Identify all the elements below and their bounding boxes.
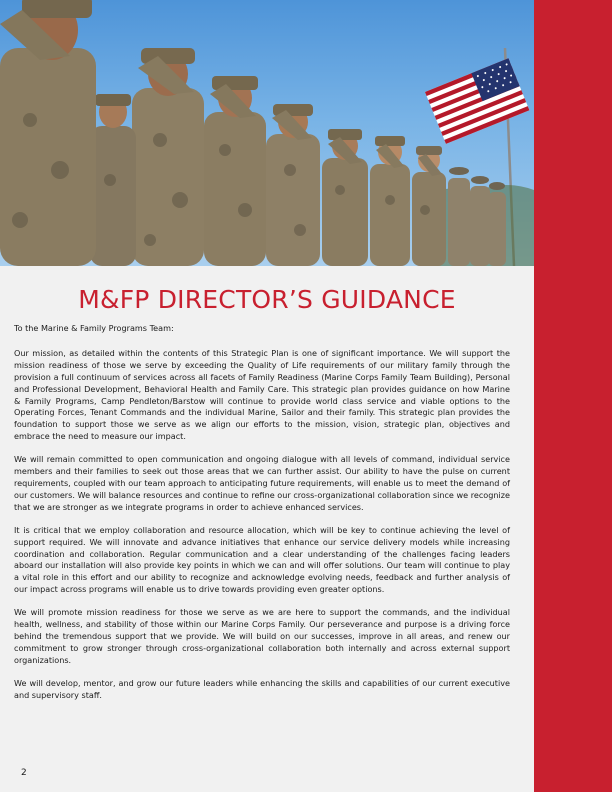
guidance-letter [14,323,510,712]
paragraph-readiness: We will promote mission readiness for those we serve as we are here to support the commands, and the individual health, wellness, and stability of those within our Marine Corps Family. Our perseverance and purpose is a driving force behind the tremendous support that we provide. We will build on our successes, improve in all areas, and renew our commitment to grow stronger through cross-organizational collaboration both internally and across external support organizations. [14,607,510,665]
paragraph-communication: We will remain committed to open communication and ongoing dialogue with all levels of command, individual service members and their families to seek out those areas that we can further assist. Our ability to have the pulse on current requirements, coupled with our team approach to anticipating future requirements, will enable us to meet the demand of our customers. We will balance resources and continue to refine our cross-organizational collaboration since we recognize that we are stronger as we integrate programs in order to achieve enhanced services. [14,454,510,512]
marine [132,48,204,266]
page-title: M&FP DIRECTOR’S GUIDANCE [78,285,456,314]
marine [204,76,266,266]
marine [412,146,446,266]
marine [266,104,320,266]
paragraph-mission: Our mission, as detailed within the contents of this Strategic Plan is one of significant importance. We will support the mission readiness of those we serve by exceeding the Quality of Life requirements of our military family through the provision a full continuum of services across all facets of Family Readiness (Marine Corps Family Team Building), Personal and Professional Development, Behavioral Health and Family Care. This strategic plan provides guidance on how Marine & Family Programs, Camp Pendleton/Barstow will continue to provide world class service and viable options to the Operating Forces, Tenant Commands and the individual Marine, Sailor and their family. This strategic plan provides the foundation to support those we serve as we align our efforts to the mission, vision, strategic plan, objectives and embrace the need to measure our impact. [14,347,510,442]
page-number: 2 [21,768,27,778]
marines-ranks [0,0,506,266]
header-photo-saluting-marines [0,0,534,266]
marine [0,0,96,266]
paragraph-leadership: We will develop, mentor, and grow our future leaders while enhancing the skills and capabilities of our current executive and supervisory staff. [14,677,510,700]
american-flag [425,58,529,144]
salutation: To the Marine & Family Programs Team: [14,323,174,333]
marine [322,129,368,266]
paragraph-collaboration: It is critical that we employ collaboration and resource allocation, which will be key to continue achieving the level of support required. We will innovate and advance initiatives that enhance our service delivery models while increasing coordination and collaboration. Regular communication and a clear understanding of the challenges facing leaders aboard our installation will also provide key points in which we can and will offer solutions. Our team will continue to play a vital role in this effort and our ability to recognize and acknowledge evolving needs, feedback and further analysis of our impact across programs will enable us to drive towards providing even greater options. [14,524,510,595]
red-side-bar [534,0,612,792]
